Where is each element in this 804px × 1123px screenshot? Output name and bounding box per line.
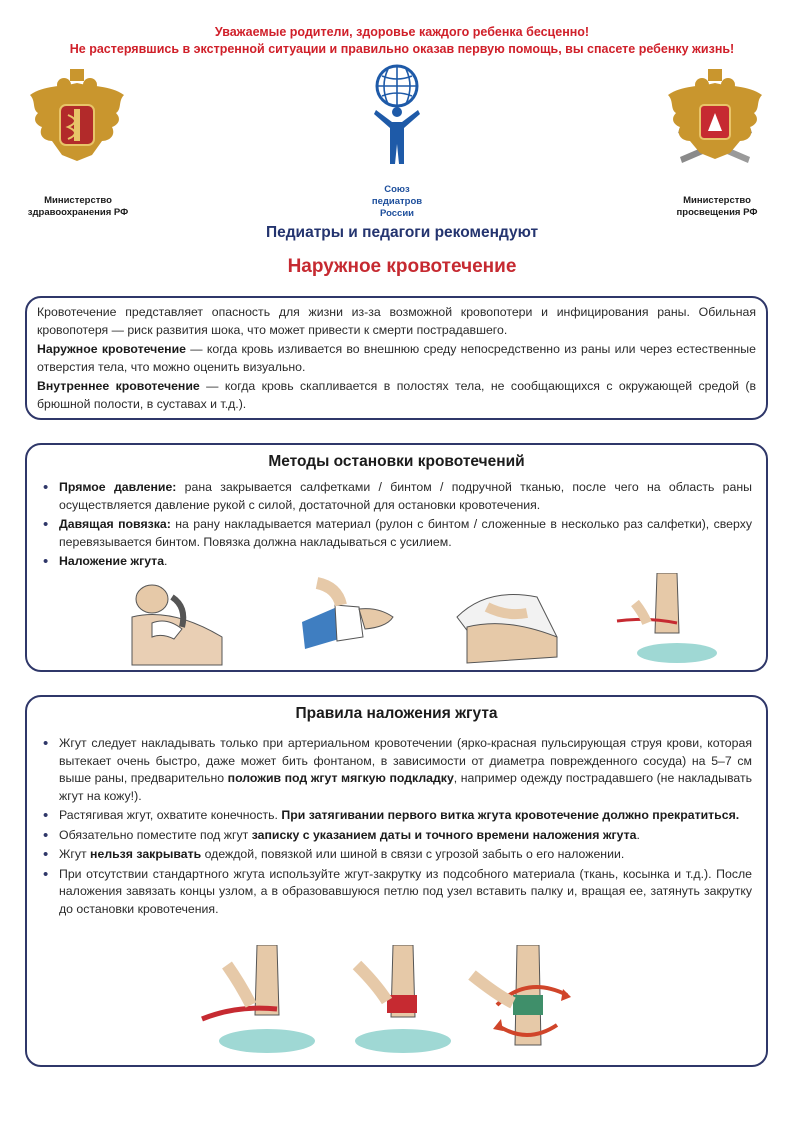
rule-text: Обязательно поместите под жгут: [59, 827, 252, 842]
ministry-education-emblem-icon: [660, 65, 770, 175]
list-item: [41, 479, 752, 514]
direct-pressure-illustration: [112, 577, 232, 667]
recommend-heading: Педиатры и педагоги рекомендуют: [265, 224, 539, 241]
external-bleeding-paragraph: [37, 341, 756, 376]
method-text: на рану накладывается материал (рулон с бинтом / сложенные в несколько раз салфетки), сверху перевязывается бинтом. Повязка должна накладываться с усилием.: [59, 517, 753, 549]
org-pediatricians-line-1: Союз: [384, 184, 410, 195]
method-term: Давящая повязка:: [59, 517, 171, 531]
org-education-line-1: Министерство: [683, 195, 751, 206]
methods-list: [41, 479, 752, 573]
method-text: рана закрывается салфетками / бинтом / подручной тканью, после чего на область раны осуществляется давление рукой с силой, достаточной для остановки кровотечения.: [59, 480, 752, 512]
list-item: [41, 866, 752, 919]
method-text: .: [164, 554, 168, 568]
tourniquet-illustration: [607, 573, 717, 665]
org-pediatricians-line-2: педиатров: [371, 196, 423, 207]
header-notice: [0, 24, 804, 58]
org-label-education: [658, 195, 776, 219]
methods-box: [25, 443, 768, 672]
list-item: [41, 807, 752, 825]
rule-text: , например одежду пострадавшего (не накладывать жгут на кожу!).: [59, 771, 752, 803]
rule-emphasis: положив под жгут мягкую подкладку: [227, 771, 454, 785]
header-line-2: Не растерявшись в экстренной ситуации и правильно оказав первую помощь, вы спасете ребенку жизнь!: [69, 42, 735, 56]
rule-text: Жгут: [59, 847, 91, 861]
rule-text: одеждой, повязкой или шиной в связи с угрозой забыть о его наложении.: [201, 847, 625, 861]
twist-tourniquet-illustration: [467, 945, 587, 1057]
methods-title: Методы остановки кровотечений: [268, 453, 525, 470]
internal-bleeding-text: — когда кровь скапливается в полостях тела, не сообщающихся с окружающей средой (в брюшной полости, в суставах и т.д.).: [37, 379, 756, 411]
external-bleeding-text: — когда кровь изливается во внешнюю среду непосредственно из раны или через естественные отверстия тела, что можно оценить визуально.: [37, 342, 756, 374]
org-education-line-2: просвещения РФ: [676, 207, 758, 218]
bandage-hand-illustration: [297, 577, 397, 667]
list-item: [41, 516, 752, 551]
rule-text: Растягивая жгут, охватите конечность.: [59, 808, 282, 822]
org-pediatricians-line-3: России: [379, 208, 415, 219]
method-term: Прямое давление:: [59, 480, 177, 494]
rule-text: Жгут следует накладывать только при артериальном кровотечении (ярко-красная пульсирующая струя крови, которая вытекает очень быстро, даже может бить фонтаном, в зависимости от диаметра поврежденного сосуда) на 5–7 см выше раны, предварительно: [59, 736, 752, 785]
header-line-1: Уважаемые родители, здоровье каждого ребенка бесценно!: [214, 25, 590, 39]
rule-emphasis: записку с указанием даты и точного времени наложения жгута: [251, 827, 637, 842]
rule-emphasis: нельзя закрывать: [90, 847, 202, 861]
list-item: [41, 846, 752, 864]
pediatricians-union-logo-icon: [368, 64, 426, 184]
org-health-line-1: Министерство: [44, 195, 112, 206]
org-label-pediatricians: [355, 184, 439, 220]
rule-text: При отсутствии стандартного жгута используйте жгут-закрутку из подсобного материала (ткань, косынка и т.д.). После наложения завязать концы узлом, а в образовавшуюся петлю под узел вставить палку и, вращая ее, затянуть закрутку до остановки кровотечения.: [59, 866, 752, 916]
page-title: Наружное кровотечение: [287, 256, 517, 277]
rule-text: .: [636, 827, 640, 842]
external-bleeding-term: Наружное кровотечение: [37, 342, 186, 356]
org-health-line-2: здравоохранения РФ: [27, 207, 129, 218]
org-label-health: [18, 195, 138, 219]
list-item: [41, 827, 752, 845]
rules-box: [25, 695, 768, 1067]
arm-pressure-illustration: [447, 577, 567, 667]
internal-bleeding-paragraph: [37, 378, 756, 413]
intro-paragraph: Кровотечение представляет опасность для жизни из-за возможной кровопотери и инфицирования раны. Обильная кровопотеря — риск развития шока, что может привести к смерти пострадавшего.: [37, 305, 756, 337]
method-term: Наложение жгута: [59, 554, 165, 568]
tourniquet-step1-illustration: [197, 945, 317, 1057]
internal-bleeding-term: Внутреннее кровотечение: [37, 379, 200, 393]
intro-box: [25, 296, 768, 420]
rules-title: Правила наложения жгута: [295, 705, 498, 722]
rules-list: [41, 735, 752, 920]
rule-emphasis: При затягивании первого витка жгута кровотечение должно прекратиться.: [281, 808, 740, 822]
tourniquet-step2-illustration: [347, 945, 457, 1057]
list-item: [41, 735, 752, 805]
ministry-health-emblem-icon: [22, 65, 132, 175]
list-item: [41, 553, 752, 571]
